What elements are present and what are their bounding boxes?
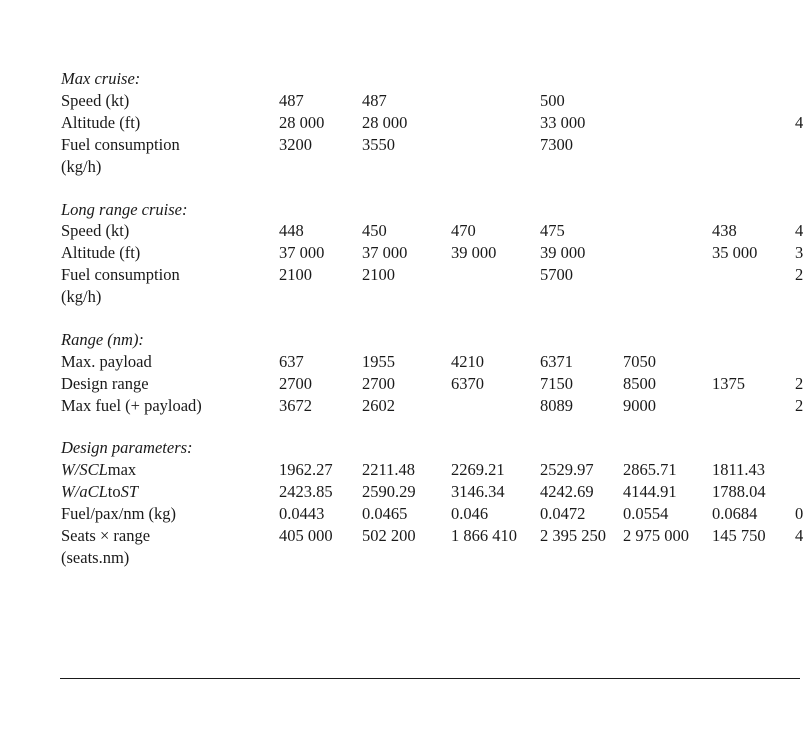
table-row-max-cruise-speed bbox=[0, 90, 800, 112]
cell-value: 2529.97 bbox=[540, 460, 594, 479]
cell-value: 0.0465 bbox=[362, 504, 408, 523]
cell-value: 0.0443 bbox=[279, 504, 325, 523]
cell-value: 0.0472 bbox=[540, 504, 586, 523]
cell-value: 2590.29 bbox=[362, 482, 416, 501]
cell-value: 450 bbox=[362, 221, 387, 240]
table-row-w-scl-max bbox=[0, 459, 800, 481]
cell-value: 2700 bbox=[279, 374, 312, 393]
table-row-range-max-payload bbox=[0, 351, 800, 373]
table-row-lrc-fuel bbox=[0, 264, 803, 286]
row-label: Seats × range bbox=[61, 526, 151, 545]
table-row-max-cruise-altitude bbox=[0, 112, 803, 134]
cell-value: 1788.04 bbox=[712, 482, 766, 501]
table-row-lrc-speed bbox=[0, 220, 803, 242]
row-label: Fuel consumption bbox=[61, 265, 180, 284]
cell-value: 502 200 bbox=[362, 526, 416, 545]
table-row-seats-range-cont bbox=[0, 547, 800, 569]
row-label-subscript: max bbox=[107, 460, 137, 479]
section-heading-long-range-cruise: Long range cruise: bbox=[61, 200, 188, 219]
cell-value: 448 bbox=[279, 221, 304, 240]
cell-value: 37 000 bbox=[362, 243, 408, 262]
table-bottom-rule bbox=[60, 678, 800, 679]
row-label: Altitude (ft) bbox=[61, 113, 141, 132]
table-row-lrc-altitude bbox=[0, 242, 803, 264]
cell-value: 6371 bbox=[540, 352, 573, 371]
section-heading-max-cruise: Max cruise: bbox=[61, 69, 141, 88]
cell-value: 39 000 bbox=[451, 243, 497, 262]
row-label-italic: W/aCL bbox=[61, 482, 108, 501]
cell-value: 475 bbox=[540, 221, 565, 240]
table-row-w-acl-to-st bbox=[0, 481, 800, 503]
cell-value-clipped: 4 bbox=[795, 526, 803, 545]
cell-value: 4144.91 bbox=[623, 482, 677, 501]
cell-value: 39 000 bbox=[540, 243, 586, 262]
row-label: Fuel/pax/nm (kg) bbox=[61, 504, 177, 523]
cell-value: 0.0684 bbox=[712, 504, 758, 523]
cell-value-clipped: 0 bbox=[795, 504, 803, 523]
cell-value-clipped: 3 bbox=[795, 243, 803, 262]
cell-value: 2 975 000 bbox=[623, 526, 689, 545]
section-heading-range: Range (nm): bbox=[61, 330, 144, 349]
cell-value-clipped: 2 bbox=[795, 265, 803, 284]
cell-value: 4242.69 bbox=[540, 482, 594, 501]
cell-value: 438 bbox=[712, 221, 737, 240]
cell-value: 33 000 bbox=[540, 113, 586, 132]
cell-value: 487 bbox=[362, 91, 387, 110]
cell-value: 1811.43 bbox=[712, 460, 766, 479]
row-label: Max. payload bbox=[61, 352, 152, 371]
cell-value: 3672 bbox=[279, 396, 312, 415]
table-row-max-cruise-fuel-cont bbox=[0, 156, 800, 178]
cell-value: 2 395 250 bbox=[540, 526, 606, 545]
table-row-range-design bbox=[0, 373, 803, 395]
cell-value-clipped: 4 bbox=[795, 221, 803, 240]
cell-value: 1962.27 bbox=[279, 460, 333, 479]
row-label-subscript: to bbox=[107, 482, 121, 501]
table-row-lrc-fuel-cont bbox=[0, 286, 800, 308]
table-row-fuel-pax-nm bbox=[0, 503, 803, 525]
cell-value: 7300 bbox=[540, 135, 573, 154]
cell-value: 2423.85 bbox=[279, 482, 333, 501]
row-label: Max fuel (+ payload) bbox=[61, 396, 202, 415]
cell-value: 2700 bbox=[362, 374, 395, 393]
cell-value: 3200 bbox=[279, 135, 312, 154]
table-row-max-cruise-fuel bbox=[0, 134, 800, 156]
cell-value: 7150 bbox=[540, 374, 573, 393]
cell-value: 8089 bbox=[540, 396, 573, 415]
row-label-italic: W/SCL bbox=[61, 460, 108, 479]
row-label: Altitude (ft) bbox=[61, 243, 141, 262]
cell-value: 3146.34 bbox=[451, 482, 505, 501]
row-label: Speed (kt) bbox=[61, 91, 130, 110]
section-heading-design-parameters: Design parameters: bbox=[61, 438, 193, 457]
cell-value: 5700 bbox=[540, 265, 573, 284]
row-label: Speed (kt) bbox=[61, 221, 130, 240]
cell-value: 9000 bbox=[623, 396, 656, 415]
row-label-continuation: (kg/h) bbox=[61, 157, 102, 176]
cell-value: 2100 bbox=[279, 265, 312, 284]
cell-value: 487 bbox=[279, 91, 304, 110]
table-row-seats-range bbox=[0, 525, 803, 547]
cell-value: 28 000 bbox=[279, 113, 325, 132]
cell-value: 2602 bbox=[362, 396, 395, 415]
cell-value: 2269.21 bbox=[451, 460, 505, 479]
cell-value: 2100 bbox=[362, 265, 395, 284]
row-label bbox=[61, 481, 138, 503]
cell-value: 6370 bbox=[451, 374, 484, 393]
cell-value: 28 000 bbox=[362, 113, 408, 132]
cell-value: 145 750 bbox=[712, 526, 766, 545]
cell-value: 7050 bbox=[623, 352, 656, 371]
cell-value: 470 bbox=[451, 221, 476, 240]
cell-value: 405 000 bbox=[279, 526, 333, 545]
row-label-continuation: (kg/h) bbox=[61, 287, 102, 306]
cell-value: 0.046 bbox=[451, 504, 489, 523]
row-label-italic-2: ST bbox=[120, 482, 139, 501]
row-label: Design range bbox=[61, 374, 149, 393]
cell-value: 637 bbox=[279, 352, 304, 371]
cell-value: 1375 bbox=[712, 374, 745, 393]
cell-value: 8500 bbox=[623, 374, 656, 393]
cell-value-clipped: 2 bbox=[795, 396, 803, 415]
cell-value-clipped: 4 bbox=[795, 113, 803, 132]
cell-value: 0.0554 bbox=[623, 504, 669, 523]
cell-value: 1955 bbox=[362, 352, 395, 371]
cell-value-clipped: 2 bbox=[795, 374, 803, 393]
cell-value: 3550 bbox=[362, 135, 395, 154]
cell-value: 37 000 bbox=[279, 243, 325, 262]
row-label-continuation: (seats.nm) bbox=[61, 548, 130, 567]
cell-value: 500 bbox=[540, 91, 565, 110]
cell-value: 2211.48 bbox=[362, 460, 416, 479]
cell-value: 1 866 410 bbox=[451, 526, 517, 545]
cell-value: 2865.71 bbox=[623, 460, 677, 479]
row-label bbox=[61, 459, 136, 481]
cell-value: 4210 bbox=[451, 352, 484, 371]
row-label: Fuel consumption bbox=[61, 135, 180, 154]
cell-value: 35 000 bbox=[712, 243, 758, 262]
table-row-range-max-fuel bbox=[0, 395, 803, 417]
